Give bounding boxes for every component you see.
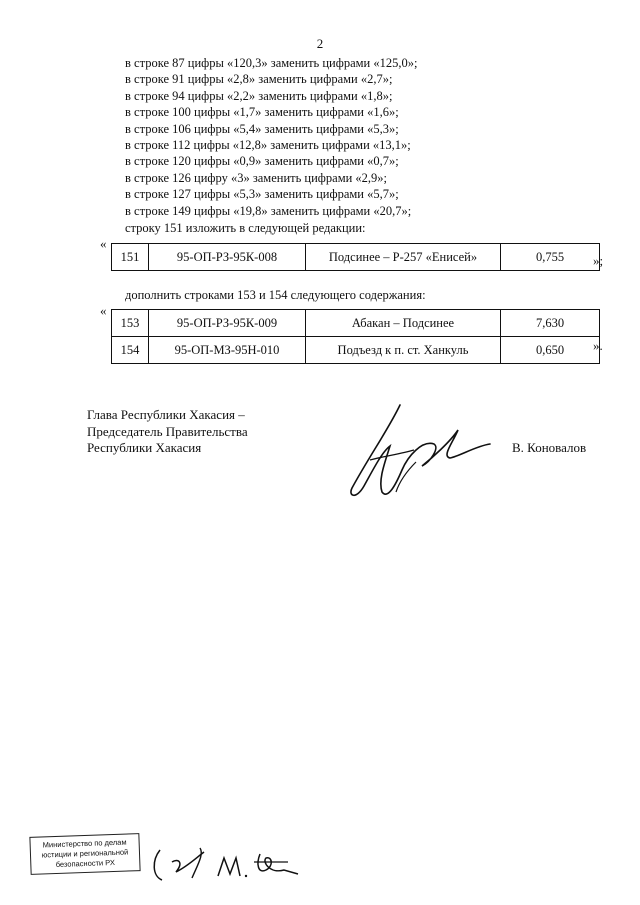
table-row-151: [111, 243, 600, 271]
amendment-line: в строке 149 цифры «19,8» заменить цифрами «20,7»;: [125, 203, 412, 218]
amendment-line: в строке 112 цифры «12,8» заменить цифрами «13,1»;: [125, 138, 411, 153]
amendments-list: [125, 55, 417, 219]
handwritten-signature: [330, 400, 500, 510]
table1-close-quote: »;: [593, 253, 604, 268]
stamp-line: безопасности РХ: [55, 857, 116, 870]
road-code: 95-ОП-РЗ-95К-009: [149, 310, 306, 337]
page-number: 2: [316, 36, 324, 51]
table-rows-153-154: [111, 309, 600, 364]
table2-open-quote: «: [100, 303, 107, 318]
signatory-title-line: Глава Республики Хакасия –: [87, 407, 245, 422]
signatory-title-line: Республики Хакасия: [87, 440, 202, 455]
road-length: 0,755: [501, 244, 600, 271]
signatory-title-line: Председатель Правительства: [87, 423, 248, 439]
road-length: 0,650: [501, 337, 600, 364]
table2-close-quote: ».: [593, 338, 603, 353]
amendment-line: в строке 120 цифры «0,9» заменить цифрами «0,7»;: [125, 154, 399, 169]
amendment-line: в строке 106 цифры «5,4» заменить цифрами «5,3»;: [125, 121, 399, 136]
registration-stamp: [29, 833, 140, 875]
stamp-line: Министерство по делам: [42, 837, 127, 850]
amendment-line: в строке 94 цифры «2,2» заменить цифрами «1,8»;: [125, 88, 393, 103]
road-name: Абакан – Подсинее: [306, 310, 501, 337]
road-name: Подсинее – Р-257 «Енисей»: [306, 244, 501, 271]
road-length: 7,630: [501, 310, 600, 337]
table-row: [112, 310, 600, 337]
stamp-line: юстиции и региональной: [41, 847, 129, 860]
amendment-line: в строке 127 цифры «5,3» заменить цифрами «5,7»;: [125, 187, 399, 202]
row-number: 151: [112, 244, 149, 271]
replace-intro: строку 151 изложить в следующей редакции:: [125, 221, 366, 235]
table-row: [112, 244, 600, 271]
row-number: 153: [112, 310, 149, 337]
amendment-line: в строке 91 цифры «2,8» заменить цифрами «2,7»;: [125, 72, 393, 87]
road-code: 95-ОП-МЗ-95Н-010: [149, 337, 306, 364]
road-name: Подъезд к п. ст. Ханкуль: [306, 337, 501, 364]
signatory-name: В. Коновалов: [512, 440, 587, 455]
row-number: 154: [112, 337, 149, 364]
amendment-line: в строке 100 цифры «1,7» заменить цифрами «1,6»;: [125, 105, 399, 120]
amendment-line: в строке 126 цифру «3» заменить цифрами «2,9»;: [125, 170, 388, 185]
road-code: 95-ОП-РЗ-95К-008: [149, 244, 306, 271]
table1-open-quote: «: [100, 236, 107, 251]
table-row: [112, 337, 600, 364]
amendment-line: в строке 87 цифры «120,3» заменить цифрами «125,0»;: [125, 56, 418, 70]
handwritten-initials: [148, 840, 308, 888]
signatory-title: [87, 407, 248, 457]
add-intro: дополнить строками 153 и 154 следующего содержания:: [125, 288, 426, 302]
